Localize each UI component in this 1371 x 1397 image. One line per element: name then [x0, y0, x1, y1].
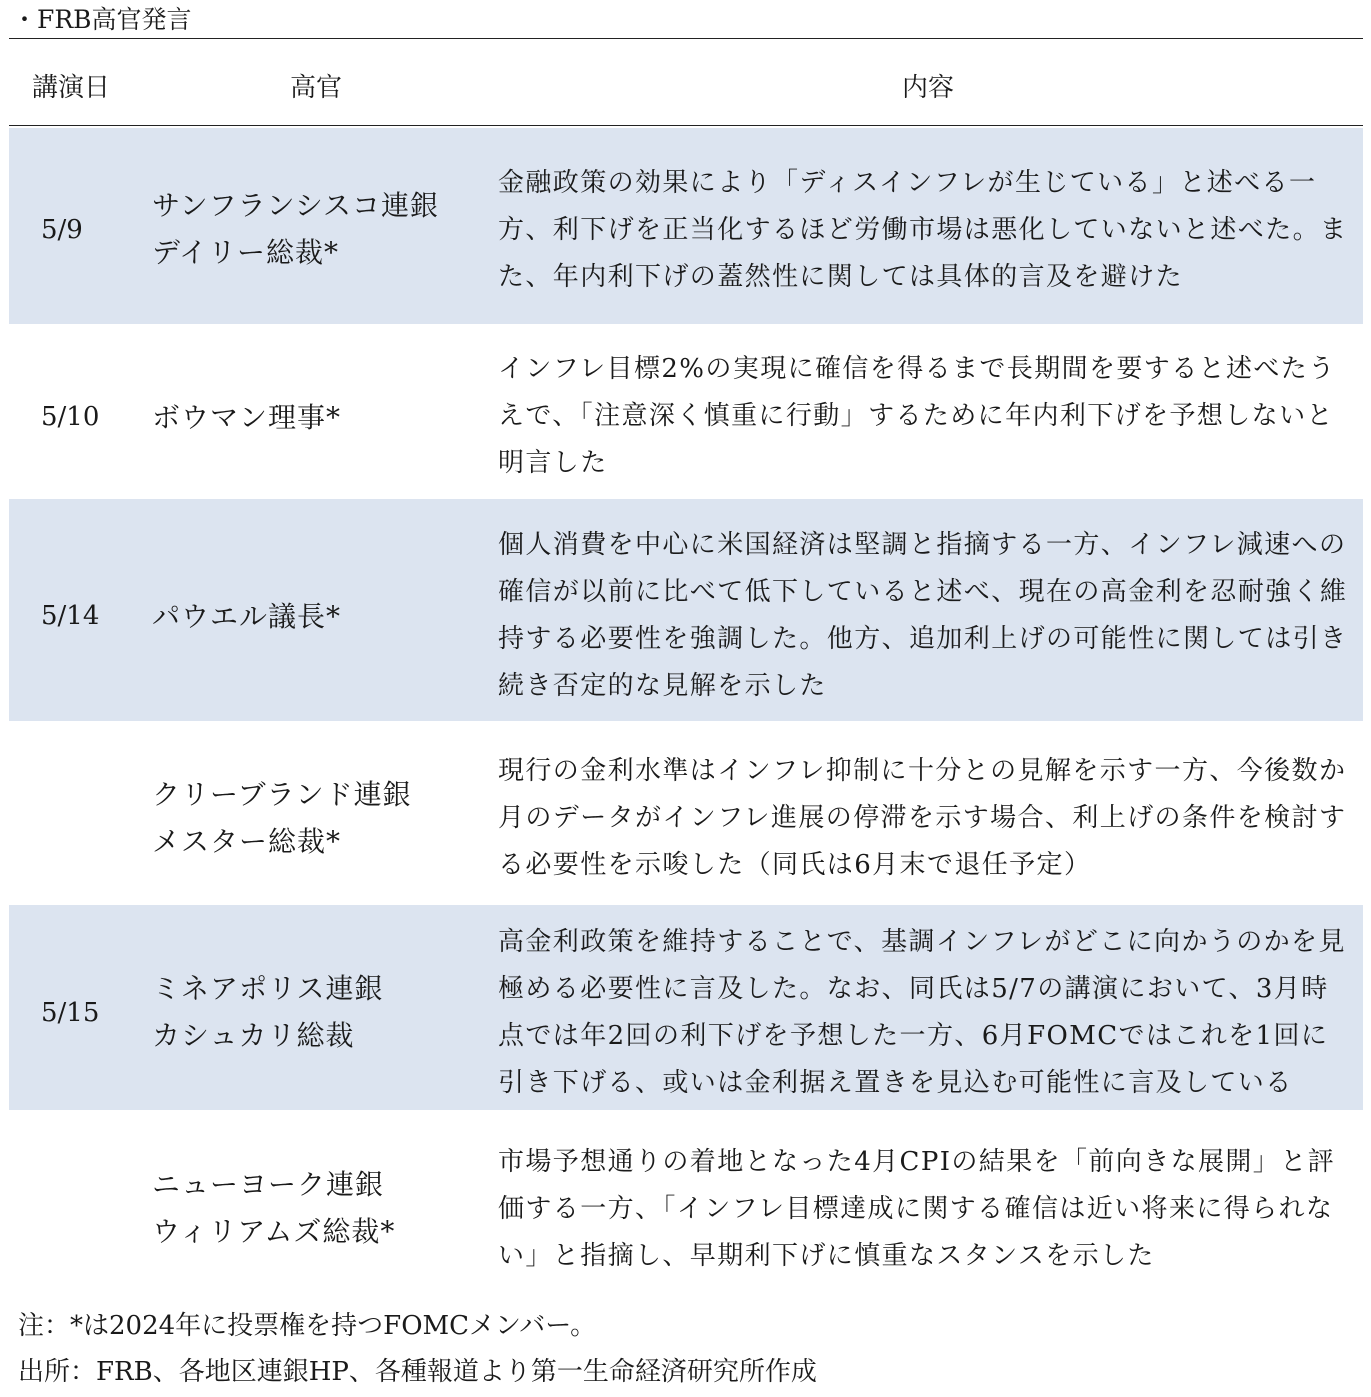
row-official: ニューヨーク連銀 ウィリアムズ総裁* — [152, 1168, 396, 1248]
row-content: 個人消費を中心に米国経済は堅調と指摘する一方、インフレ減速への確信が以前に比べて低下していると述べ、現在の高金利を忍耐強く維持する必要性を強調した。他方、追加利上げの可能性に関しては引き続き否定的な見解を示した — [498, 530, 1348, 701]
row-date: 5/15 — [41, 998, 100, 1028]
table-row — [9, 905, 1363, 1110]
row-date: 5/14 — [41, 601, 100, 631]
header-date: 講演日 — [32, 73, 111, 103]
page-title: ・FRB高官発言 — [12, 5, 192, 34]
footnote: 注：*は2024年に投票権を持つFOMCメンバー。 — [18, 1311, 597, 1341]
row-official: ミネアポリス連銀 カシュカリ総裁 — [152, 972, 384, 1052]
table-row — [9, 499, 1363, 721]
table-row — [9, 721, 1363, 905]
row-content: 市場予想通りの着地となった4月CPIの結果を「前向きな展開」と評価する一方、「インフレ目標達成に関する確信は近い将来に得られない」と指摘し、早期利下げに慎重なスタンスを示した — [498, 1147, 1336, 1271]
top-divider — [9, 38, 1363, 39]
row-date: 5/10 — [41, 402, 100, 432]
table-row — [9, 324, 1363, 499]
source-note: 出所：FRB、各地区連銀HP、各種報道より第一生命経済研究所作成 — [18, 1357, 817, 1387]
row-content: 金融政策の効果により「ディスインフレが生じている」と述べる一方、利下げを正当化するほど労働市場は悪化していないと述べた。また、年内利下げの蓋然性に関しては具体的言及を避けた — [498, 168, 1348, 292]
row-content: 高金利政策を維持することで、基調インフレがどこに向かうのかを見極める必要性に言及した。なお、同氏は5/7の講演において、3月時点では年2回の利下げを予想した一方、6月FOMCではこれを1回に引き下げる、或いは金利据え置きを見込む可能性に言及している — [498, 927, 1346, 1098]
row-official: ボウマン理事* — [152, 401, 342, 434]
row-official: サンフランシスコ連銀 デイリー総裁* — [152, 189, 440, 269]
header-divider — [9, 125, 1363, 126]
header-official: 高官 — [290, 73, 343, 103]
header-content: 内容 — [902, 73, 955, 103]
row-date: 5/9 — [41, 215, 83, 245]
table-row — [9, 128, 1363, 324]
row-official: パウエル議長* — [152, 600, 342, 633]
row-official: クリーブランド連銀 メスター総裁* — [152, 778, 412, 858]
row-content: インフレ目標2%の実現に確信を得るまで長期間を要すると述べたうえで、「注意深く慎重に行動」するために年内利下げを予想しないと明言した — [498, 354, 1336, 478]
table-row — [9, 1110, 1363, 1290]
row-content: 現行の金利水準はインフレ抑制に十分との見解を示す一方、今後数か月のデータがインフレ進展の停滞を示す場合、利上げの条件を検討する必要性を示唆した（同氏は6月末で退任予定） — [498, 756, 1347, 880]
